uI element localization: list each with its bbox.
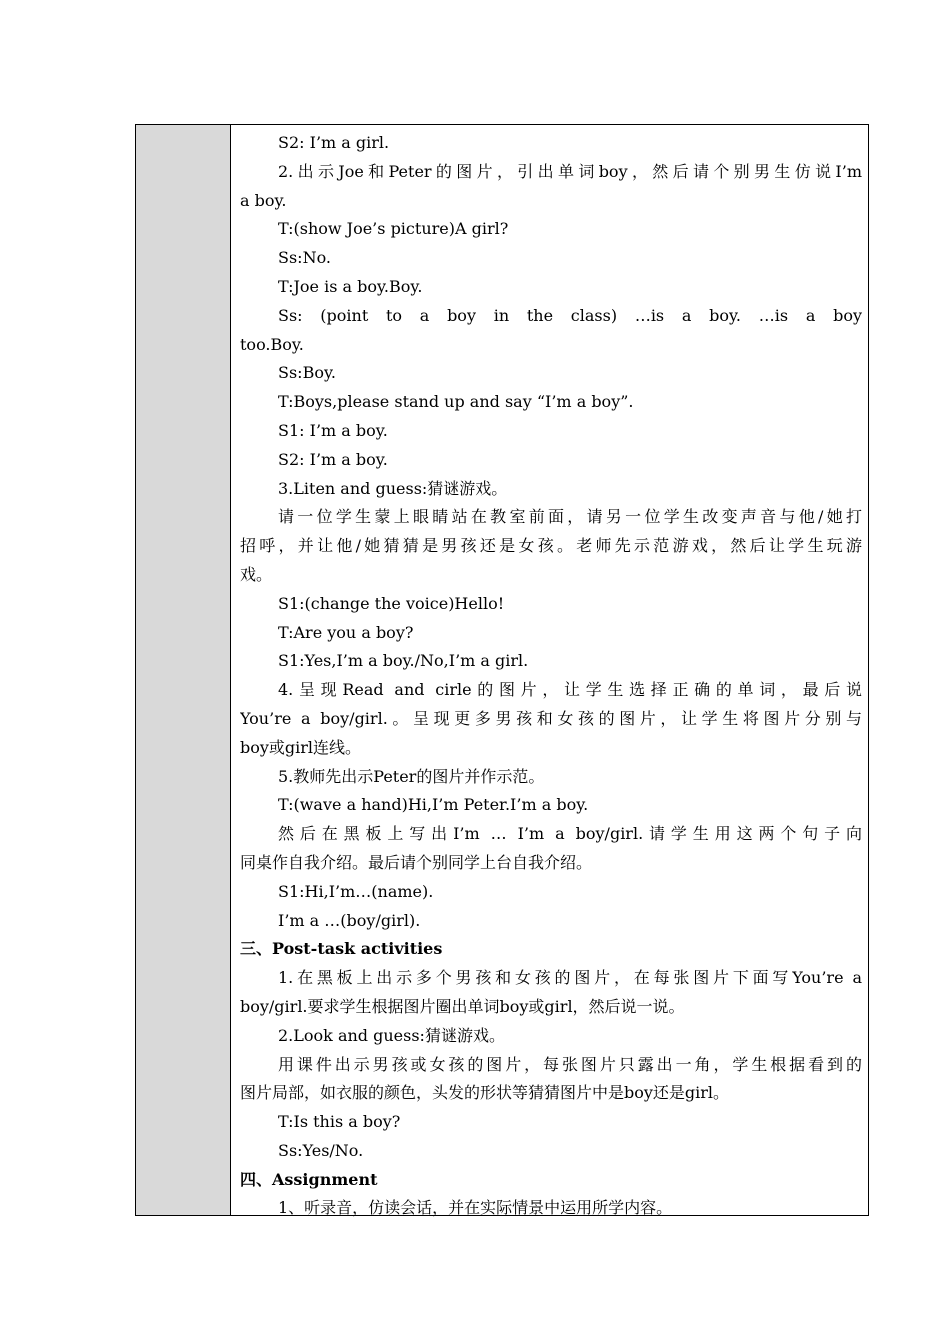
text-line: 1、听录音，仿读会话，并在实际情景中运用所学内容。 bbox=[278, 1198, 673, 1218]
text-line: S2: I’m a girl. bbox=[278, 133, 390, 152]
text-line: S2: I’m a boy. bbox=[278, 449, 388, 469]
text-line: Ss:No. bbox=[278, 248, 331, 268]
text-line: Ss:Yes/No. bbox=[278, 1140, 364, 1160]
text-line: T:Are you a boy? bbox=[278, 622, 414, 642]
text-line: T:(wave a hand)Hi,I’m Peter.I’m a boy. bbox=[278, 795, 589, 815]
text-line: 3.Liten and guess:猜谜游戏。 bbox=[278, 478, 508, 498]
table-content-cell bbox=[240, 129, 862, 1223]
text-line: Ss:Boy. bbox=[278, 363, 336, 383]
text-line: T:Boys,please stand up and say “I’m a boy”. bbox=[278, 392, 634, 412]
text-line: too.Boy. bbox=[240, 334, 304, 354]
text-line: 请一位学生蒙上眼睛站在教室前面，请另一位学生改变声音与他/她打 bbox=[278, 507, 862, 527]
section-heading: 三、Post-task activities bbox=[240, 939, 443, 959]
text-line: You’re a boy/girl.。呈现更多男孩和女孩的图片，让学生将图片分别与 bbox=[240, 708, 862, 728]
text-line: T:Joe is a boy.Boy. bbox=[278, 276, 423, 296]
text-line: 图片局部，如衣服的颜色，头发的形状等猜猜图片中是boy还是girl。 bbox=[240, 1083, 730, 1103]
text-line: I’m a …(boy/girl). bbox=[278, 910, 421, 930]
text-line: a boy. bbox=[240, 190, 287, 210]
text-line: 戏。 bbox=[240, 564, 273, 584]
text-line: boy或girl连线。 bbox=[240, 737, 362, 757]
text-line: T:Is this a boy? bbox=[278, 1112, 401, 1132]
section-heading: 四、Assignment bbox=[240, 1169, 378, 1189]
table-label-cell bbox=[136, 125, 231, 1215]
text-line: 1.在黑板上出示多个男孩和女孩的图片，在每张图片下面写You’re a bbox=[278, 968, 862, 988]
text-line: S1:Hi,I’m…(name). bbox=[278, 881, 434, 901]
text-line: S1:Yes,I’m a boy./No,I’m a girl. bbox=[278, 651, 529, 671]
text-line: 2.出示Joe和Peter的图片，引出单词boy，然后请个别男生仿说I’m bbox=[278, 161, 862, 181]
text-line: 招呼，并让他/她猜猜是男孩还是女孩。老师先示范游戏，然后让学生玩游 bbox=[240, 536, 862, 556]
text-line: 2.Look and guess:猜谜游戏。 bbox=[278, 1025, 505, 1045]
text-line: 5.教师先出示Peter的图片并作示范。 bbox=[278, 766, 545, 786]
text-line: 同桌作自我介绍。最后请个别同学上台自我介绍。 bbox=[240, 852, 593, 872]
text-line: 然后在黑板上写出I’m … I’m a boy/girl.请学生用这两个句子向 bbox=[278, 824, 862, 844]
text-line: boy/girl.要求学生根据图片圈出单词boy或girl，然后说一说。 bbox=[240, 996, 685, 1016]
text-line: 用课件出示男孩或女孩的图片，每张图片只露出一角，学生根据看到的 bbox=[278, 1054, 862, 1074]
text-line: 4.呈现Read and cirle的图片，让学生选择正确的单词，最后说 bbox=[278, 680, 862, 700]
text-line: S1: I’m a boy. bbox=[278, 420, 388, 440]
text-line: T:(show Joe’s picture)A girl? bbox=[278, 219, 509, 239]
lesson-plan-table bbox=[135, 124, 869, 1216]
text-line: Ss: (point to a boy in the class) …is a boy. …is a boy bbox=[278, 305, 862, 325]
text-line: S1:(change the voice)Hello! bbox=[278, 593, 505, 613]
